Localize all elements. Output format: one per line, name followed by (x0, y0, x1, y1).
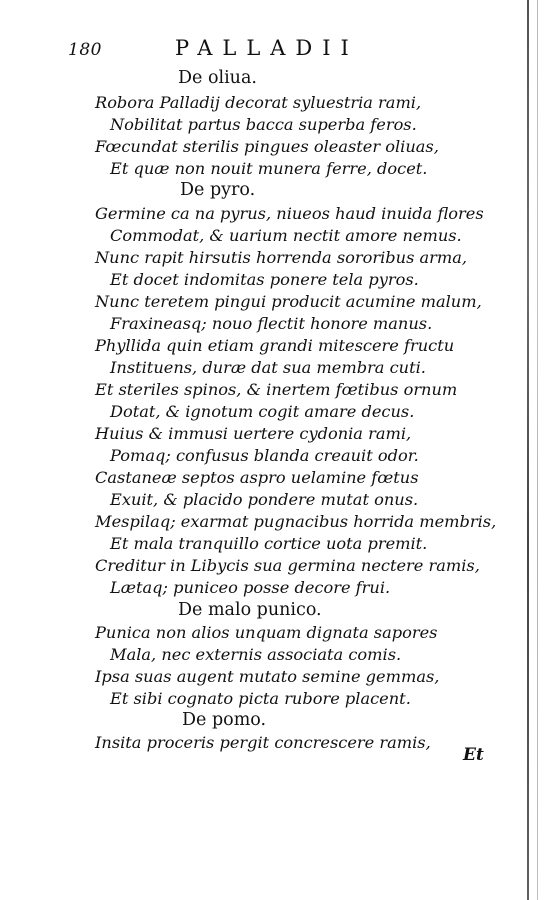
verse-line: Et steriles spinos, & inertem fœtibus ornum (95, 380, 458, 399)
verse-line: Robora Palladij decorat syluestria rami, (95, 93, 422, 112)
verse-line: Lætaq; puniceo posse decore frui. (110, 578, 391, 597)
verse-line: Et sibi cognato picta rubore placent. (110, 689, 411, 708)
verse-line: Phyllida quin etiam grandi mitescere fructu (95, 336, 455, 355)
page-edge-line (527, 0, 529, 900)
verse-line: Exuit, & placido pondere mutat onus. (110, 490, 419, 509)
verse-line: Et quæ non nouit munera ferre, docet. (110, 159, 428, 178)
verse-line: Fœcundat sterilis pingues oleaster oliuas, (95, 137, 439, 156)
verse-line: Nobilitat partus bacca superba feros. (110, 115, 417, 134)
verse-line: Ipsa suas augent mutato semine gemmas, (95, 667, 440, 686)
verse-line: Creditur in Libycis sua germina nectere ramis, (95, 556, 480, 575)
verse-line: Nunc teretem pingui producit acumine malum, (95, 292, 482, 311)
running-head: PALLADII (175, 36, 359, 60)
section-heading-de-oliua: De oliua. (178, 68, 257, 88)
verse-line: Et docet indomitas ponere tela pyros. (110, 270, 419, 289)
verse-line: Mespilaq; exarmat pugnacibus horrida membris, (95, 512, 497, 531)
verse-line: Mala, nec externis associata comis. (110, 645, 402, 664)
verse-line: Punica non alios unquam dignata sapores (95, 623, 438, 642)
verse-line: Dotat, & ignotum cogit amare decus. (110, 402, 415, 421)
page-number: 180 (68, 40, 102, 60)
section-heading-de-pyro: De pyro. (180, 180, 256, 200)
verse-line: Et mala tranquillo cortice uota premit. (110, 534, 428, 553)
catchword: Et (463, 745, 484, 765)
verse-line: Fraxineasq; nouo flectit honore manus. (110, 314, 433, 333)
verse-line: Castaneæ septos aspro uelamine fœtus (95, 468, 419, 487)
verse-line: Nunc rapit hirsutis horrenda sororibus arma, (95, 248, 468, 267)
verse-line: Pomaq; confusus blanda creauit odor. (110, 446, 419, 465)
verse-line: Commodat, & uarium nectit amore nemus. (110, 226, 462, 245)
verse-line: Insita proceris pergit concrescere ramis, (95, 733, 431, 752)
section-heading-de-pomo: De pomo. (182, 710, 267, 730)
verse-line: Huius & immusi uertere cydonia rami, (95, 424, 412, 443)
page-edge-shadow (537, 0, 538, 900)
verse-line: Germine ca na pyrus, niueos haud inuida flores (95, 204, 484, 223)
verse-line: Instituens, duræ dat sua membra cuti. (110, 358, 426, 377)
section-heading-de-malo-punico: De malo punico. (178, 600, 322, 620)
